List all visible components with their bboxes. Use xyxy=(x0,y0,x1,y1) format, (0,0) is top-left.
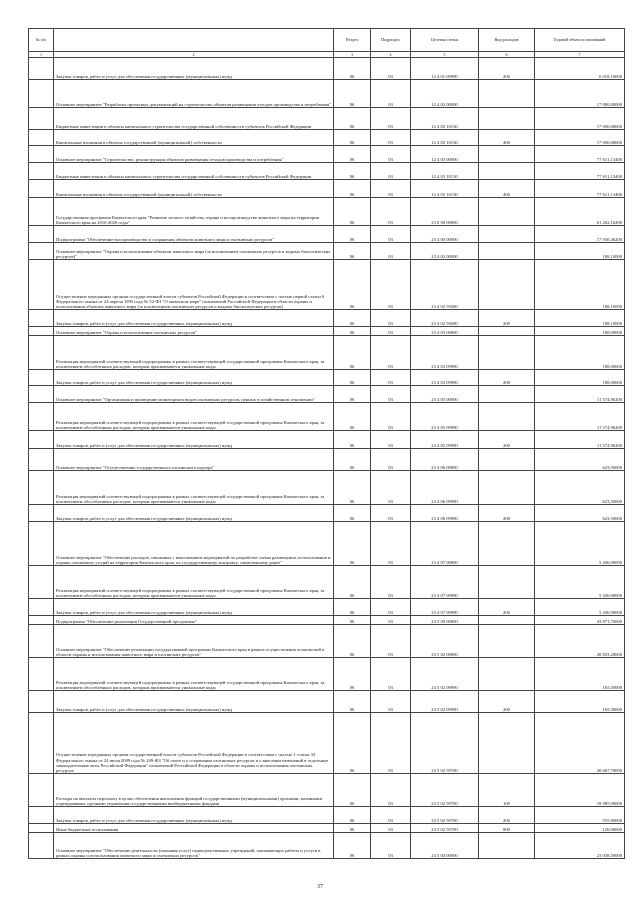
budget-table xyxy=(28,28,625,859)
row-sum-cell: 6 018,10000 xyxy=(535,58,625,80)
row-razdel-cell: 06 xyxy=(334,505,371,522)
row-csr-cell: 23 4 07 09990 xyxy=(411,599,479,616)
table-row xyxy=(29,163,625,180)
row-podrazdel-cell: 03 xyxy=(371,146,411,163)
row-vr-cell xyxy=(479,471,535,505)
row-sum-cell: 17 000,00000 xyxy=(535,80,625,108)
row-name-cell: Закупка товаров, работ и услуг для обеспечения государственных (муниципальных) нужд xyxy=(54,599,334,616)
row-sum-cell: 11 574,96200 xyxy=(535,403,625,431)
row-name-cell: Расходы на выплаты персоналу в целях обеспечения выполнения функций государственными (муниципальными) органами, казенными учреждениями, органами управления государственными внебюджетными фондами xyxy=(54,774,334,807)
row-number-cell xyxy=(29,833,54,859)
row-vr-cell xyxy=(479,403,535,431)
col-number: 6 xyxy=(479,52,535,58)
row-vr-cell: 200 xyxy=(479,599,535,616)
row-podrazdel-cell: 03 xyxy=(371,198,411,226)
row-csr-cell: 23 5 02 59700 xyxy=(411,807,479,824)
row-csr-cell: 23 4 06 09990 xyxy=(411,505,479,522)
row-name-cell: Бюджетные инвестиции в объекты капитального строительства государственной собственности субъектов Российской Федерации xyxy=(54,108,334,130)
row-csr-cell: 23 4 05 00000 xyxy=(411,386,479,403)
row-razdel-cell: 06 xyxy=(334,80,371,108)
row-podrazdel-cell: 03 xyxy=(371,807,411,824)
row-name-cell: Основное мероприятие "Охрана и использование охотничьих ресурсов" xyxy=(54,327,334,336)
row-sum-cell: 17 930,46200 xyxy=(535,226,625,243)
row-name-cell: Бюджетные инвестиции в объекты капитального строительства государственной собственности субъектов Российской Федерации xyxy=(54,163,334,180)
row-number-cell xyxy=(29,108,54,130)
row-vr-cell xyxy=(479,146,535,163)
row-vr-cell xyxy=(479,198,535,226)
row-sum-cell: 77 611,13400 xyxy=(535,180,625,198)
table-row xyxy=(29,431,625,449)
table-row xyxy=(29,130,625,146)
row-name-cell: Закупка товаров, работ и услуг для обеспечения государственных (муниципальных) нужд xyxy=(54,691,334,713)
row-sum-cell: 20 667,70000 xyxy=(535,713,625,774)
header-razdel: Раздел xyxy=(334,29,371,52)
row-name-cell: Подпрограмма "Обеспечение реализации Государственной программы" xyxy=(54,616,334,625)
row-number-cell xyxy=(29,505,54,522)
row-csr-cell: 23 4 06 00000 xyxy=(411,449,479,471)
row-podrazdel-cell: 03 xyxy=(371,625,411,658)
row-vr-cell xyxy=(479,616,535,625)
table-row xyxy=(29,625,625,658)
row-vr-cell: 400 xyxy=(479,130,535,146)
row-razdel-cell: 06 xyxy=(334,130,371,146)
col-number: 4 xyxy=(371,52,411,58)
table-row xyxy=(29,370,625,386)
table-row xyxy=(29,403,625,431)
row-csr-cell: 23 5 04 00000 xyxy=(411,833,479,859)
row-name-cell: Закупка товаров, работ и услуг для обеспечения государственных (муниципальных) нужд xyxy=(54,370,334,386)
row-razdel-cell: 06 xyxy=(334,566,371,599)
row-podrazdel-cell: 03 xyxy=(371,566,411,599)
row-name-cell: Закупка товаров, работ и услуг для обеспечения государственных (муниципальных) нужд xyxy=(54,505,334,522)
row-sum-cell: 188,00000 xyxy=(535,370,625,386)
row-number-cell xyxy=(29,386,54,403)
row-razdel-cell: 06 xyxy=(334,310,371,327)
row-csr-cell: 12 4 03 10130 xyxy=(411,180,479,198)
row-name-cell: Иные бюджетные ассигнования xyxy=(54,824,334,833)
table-row xyxy=(29,327,625,336)
row-sum-cell: 108,10000 xyxy=(535,243,625,260)
row-name-cell: Основное мероприятие "Разработка проектных документаций на строительство объектов размещения отходов производства и потребления" xyxy=(54,80,334,108)
row-sum-cell: 17 000,00000 xyxy=(535,108,625,130)
row-name-cell: Основное мероприятие "Охрана и использование объектов животного мира (за исключением охотничьих ресурсов и водных биологических ресурсов)" xyxy=(54,243,334,260)
row-csr-cell: 23 5 00 00000 xyxy=(411,616,479,625)
row-vr-cell: 400 xyxy=(479,180,535,198)
row-name-cell: Реализация мероприятий соответствующей подпрограммы в рамках соответствующей государственной программы Камчатского края, за исключением обособленных расходов, которым присваиваются уникальные коды xyxy=(54,403,334,431)
row-name-cell: Закупка товаров, работ и услуг для обеспечения государственных (муниципальных) нужд xyxy=(54,431,334,449)
table-row xyxy=(29,833,625,859)
row-sum-cell: 11 574,96200 xyxy=(535,431,625,449)
row-razdel-cell: 06 xyxy=(334,146,371,163)
row-name-cell: Основное мероприятие "Осуществление государственного охотничьего надзора" xyxy=(54,449,334,471)
row-vr-cell xyxy=(479,336,535,370)
row-vr-cell xyxy=(479,80,535,108)
row-podrazdel-cell: 03 xyxy=(371,431,411,449)
row-name-cell: Капитальные вложения в объекты государственной (муниципальной) собственности xyxy=(54,180,334,198)
col-number: 5 xyxy=(411,52,479,58)
row-csr-cell: 23 4 06 09990 xyxy=(411,471,479,505)
row-number-cell xyxy=(29,80,54,108)
row-sum-cell: 555,80000 xyxy=(535,807,625,824)
row-name-cell: Реализация мероприятий соответствующей подпрограммы в рамках соответствующей государственной программы Камчатского края, за исключением обособленных расходов, которым присваиваются уникальные коды xyxy=(54,658,334,691)
header-vr: Вид расходов xyxy=(479,29,535,52)
row-csr-cell: 23 5 02 09990 xyxy=(411,691,479,713)
row-csr-cell: 23 5 02 59700 xyxy=(411,824,479,833)
row-name-cell: Реализация мероприятий соответствующей подпрограммы в рамках соответствующей государственной программы Камчатского края, за исключением обособленных расходов, которым присваиваются уникальные коды xyxy=(54,471,334,505)
row-podrazdel-cell: 03 xyxy=(371,774,411,807)
row-number-cell xyxy=(29,327,54,336)
row-number-cell xyxy=(29,658,54,691)
row-sum-cell: 188,00000 xyxy=(535,327,625,336)
row-csr-cell: 23 4 03 00000 xyxy=(411,327,479,336)
row-podrazdel-cell: 03 xyxy=(371,505,411,522)
row-number-cell xyxy=(29,774,54,807)
row-number-cell xyxy=(29,431,54,449)
row-csr-cell: 23 4 07 09990 xyxy=(411,566,479,599)
row-number-cell xyxy=(29,370,54,386)
table-row xyxy=(29,807,625,824)
row-number-cell xyxy=(29,691,54,713)
header-sum: Годовой объем ассигнований xyxy=(535,29,625,52)
row-podrazdel-cell: 03 xyxy=(371,327,411,336)
row-razdel-cell: 06 xyxy=(334,260,371,310)
row-vr-cell: 200 xyxy=(479,370,535,386)
row-podrazdel-cell: 03 xyxy=(371,713,411,774)
row-number-cell xyxy=(29,336,54,370)
row-podrazdel-cell: 03 xyxy=(371,260,411,310)
row-name-cell: Закупка товаров, работ и услуг для обеспечения государственных (муниципальных) нужд xyxy=(54,58,334,80)
row-csr-cell: 12 4 02 00000 xyxy=(411,80,479,108)
row-csr-cell: 23 4 02 00000 xyxy=(411,243,479,260)
row-razdel-cell: 06 xyxy=(334,386,371,403)
header-name xyxy=(54,29,334,52)
col-number: 7 xyxy=(535,52,625,58)
row-podrazdel-cell: 03 xyxy=(371,226,411,243)
row-csr-cell: 12 4 02 10130 xyxy=(411,130,479,146)
table-header-row xyxy=(29,29,625,52)
row-podrazdel-cell: 03 xyxy=(371,163,411,180)
row-csr-cell: 23 4 05 09990 xyxy=(411,431,479,449)
row-name-cell: Закупка товаров, работ и услуг для обеспечения государственных (муниципальных) нужд xyxy=(54,310,334,327)
row-podrazdel-cell: 03 xyxy=(371,58,411,80)
row-name-cell: Осуществление переданных органам государственной власти субъектов Российской Федерации в соответствии с частью 1 статьи 33 Федерального закона от 24 июля 2009 года № 209-ФЗ "Об охоте и о сохранении охотничьих ресурсов и о внесении изменений в отдельные законодательные акты Российской Федерации" полномочий Российской Федерации в области охраны и использования охотничьих ресурсов xyxy=(54,713,334,774)
row-csr-cell: 23 4 02 59200 xyxy=(411,260,479,310)
row-name-cell: Основное мероприятие "Обеспечение расходов, связанных с выполнением мероприятий по разработке схемы размещения, использования и охраны охотничьих угодий на территории Камчатского края, по государственному контракту, заключенному ранее" xyxy=(54,522,334,566)
row-vr-cell xyxy=(479,386,535,403)
row-razdel-cell: 06 xyxy=(334,625,371,658)
row-sum-cell: 108,10000 xyxy=(535,260,625,310)
row-podrazdel-cell: 03 xyxy=(371,522,411,566)
row-number-cell xyxy=(29,403,54,431)
row-number-cell xyxy=(29,824,54,833)
row-sum-cell: 5 436,90000 xyxy=(535,522,625,566)
row-razdel-cell: 06 xyxy=(334,58,371,80)
row-sum-cell: 5 436,90000 xyxy=(535,599,625,616)
row-vr-cell: 200 xyxy=(479,58,535,80)
table-row xyxy=(29,713,625,774)
row-razdel-cell: 06 xyxy=(334,431,371,449)
row-csr-cell: 12 4 03 00000 xyxy=(411,146,479,163)
row-razdel-cell: 06 xyxy=(334,616,371,625)
row-razdel-cell: 06 xyxy=(334,691,371,713)
table-row xyxy=(29,180,625,198)
row-csr-cell: 12 4 02 10130 xyxy=(411,108,479,130)
table-row xyxy=(29,824,625,833)
row-sum-cell: 108,10000 xyxy=(535,310,625,327)
row-podrazdel-cell: 03 xyxy=(371,130,411,146)
row-number-cell xyxy=(29,226,54,243)
row-podrazdel-cell: 03 xyxy=(371,471,411,505)
row-number-cell xyxy=(29,522,54,566)
row-vr-cell xyxy=(479,108,535,130)
row-razdel-cell: 06 xyxy=(334,774,371,807)
row-name-cell: Государственная программа Камчатского края "Развитие лесного хозяйства, охрана и воспроизводство животного мира на территории Камчатского края на 2016-2020 годы" xyxy=(54,198,334,226)
header-csr: Целевая статья xyxy=(411,29,479,52)
row-name-cell: Подпрограмма "Обеспечение воспроизводства и сохранения объектов животного мира и охотничьих ресурсов" xyxy=(54,226,334,243)
row-podrazdel-cell: 03 xyxy=(371,616,411,625)
row-sum-cell: 11 574,96200 xyxy=(535,386,625,403)
row-sum-cell: 623,50000 xyxy=(535,471,625,505)
row-vr-cell: 200 xyxy=(479,691,535,713)
row-sum-cell: 5 436,90000 xyxy=(535,566,625,599)
row-podrazdel-cell: 03 xyxy=(371,180,411,198)
row-sum-cell: 623,50000 xyxy=(535,505,625,522)
row-podrazdel-cell: 03 xyxy=(371,243,411,260)
row-vr-cell xyxy=(479,260,535,310)
row-podrazdel-cell: 03 xyxy=(371,403,411,431)
table-row xyxy=(29,226,625,243)
col-number: 2 xyxy=(54,52,334,58)
row-vr-cell xyxy=(479,327,535,336)
table-row xyxy=(29,260,625,310)
table-row xyxy=(29,774,625,807)
row-number-cell xyxy=(29,198,54,226)
row-podrazdel-cell: 03 xyxy=(371,658,411,691)
table-row xyxy=(29,566,625,599)
row-vr-cell: 200 xyxy=(479,505,535,522)
row-number-cell xyxy=(29,625,54,658)
row-number-cell xyxy=(29,471,54,505)
row-vr-cell xyxy=(479,243,535,260)
row-csr-cell: 23 0 00 00000 xyxy=(411,198,479,226)
row-number-cell xyxy=(29,146,54,163)
row-csr-cell: 23 4 03 09990 xyxy=(411,336,479,370)
row-csr-cell: 23 4 02 59200 xyxy=(411,310,479,327)
row-name-cell: Осуществление переданных органам государственной власти субъектов Российской Федерации в соответствии с частью первой статьи 6 Федерального закона от 24 апреля 1995 года № 52-ФЗ "О животном мире" полномочий Российской Федерации в области охраны и использования объектов животного мира (за исключением охотничьих ресурсов и водных биологических ресурсов) xyxy=(54,260,334,310)
row-sum-cell: 61 202,16200 xyxy=(535,198,625,226)
row-name-cell: Реализация мероприятий соответствующей подпрограммы в рамках соответствующей государственной программы Камчатского края, за исключением обособленных расходов, которым присваиваются уникальные коды xyxy=(54,336,334,370)
row-number-cell xyxy=(29,449,54,471)
table-row xyxy=(29,505,625,522)
table-row xyxy=(29,616,625,625)
row-vr-cell xyxy=(479,625,535,658)
row-podrazdel-cell: 03 xyxy=(371,833,411,859)
row-csr-cell: 12 4 01 09990 xyxy=(411,58,479,80)
row-number-cell xyxy=(29,243,54,260)
row-sum-cell: 126,00000 xyxy=(535,824,625,833)
row-number-cell xyxy=(29,310,54,327)
row-vr-cell: 200 xyxy=(479,310,535,327)
row-sum-cell: 165,50000 xyxy=(535,658,625,691)
table-row xyxy=(29,522,625,566)
row-name-cell: Основное мероприятие "Строительство, реконструкция объектов размещения отходов производства и потребления" xyxy=(54,146,334,163)
row-razdel-cell: 06 xyxy=(334,449,371,471)
row-number-cell xyxy=(29,180,54,198)
row-number-cell xyxy=(29,130,54,146)
row-name-cell: Капитальные вложения в объекты государственной (муниципальной) собственности xyxy=(54,130,334,146)
row-razdel-cell: 06 xyxy=(334,522,371,566)
table-row xyxy=(29,336,625,370)
row-number-cell xyxy=(29,599,54,616)
row-csr-cell: 23 5 02 59700 xyxy=(411,713,479,774)
row-razdel-cell: 06 xyxy=(334,163,371,180)
row-razdel-cell: 06 xyxy=(334,658,371,691)
row-sum-cell: 19 985,90000 xyxy=(535,774,625,807)
row-csr-cell: 23 4 07 00000 xyxy=(411,522,479,566)
row-number-cell xyxy=(29,260,54,310)
col-number: 3 xyxy=(334,52,371,58)
row-razdel-cell: 06 xyxy=(334,471,371,505)
row-number-cell xyxy=(29,58,54,80)
row-csr-cell: 23 5 02 09990 xyxy=(411,658,479,691)
row-vr-cell: 200 xyxy=(479,431,535,449)
col-number: 1 xyxy=(29,52,54,58)
table-row xyxy=(29,146,625,163)
table-row xyxy=(29,599,625,616)
row-podrazdel-cell: 03 xyxy=(371,80,411,108)
row-vr-cell: 100 xyxy=(479,774,535,807)
row-razdel-cell: 06 xyxy=(334,807,371,824)
table-row xyxy=(29,386,625,403)
row-sum-cell: 23 038,50000 xyxy=(535,833,625,859)
header-num: № п/п xyxy=(29,29,54,52)
row-vr-cell xyxy=(479,566,535,599)
row-number-cell xyxy=(29,163,54,180)
row-csr-cell: 23 5 02 00000 xyxy=(411,625,479,658)
table-row xyxy=(29,243,625,260)
row-razdel-cell: 06 xyxy=(334,180,371,198)
row-sum-cell: 188,00000 xyxy=(535,336,625,370)
row-name-cell: Закупка товаров, работ и услуг для обеспечения государственных (муниципальных) нужд xyxy=(54,807,334,824)
budget-page xyxy=(28,28,624,859)
row-vr-cell: 200 xyxy=(479,807,535,824)
page-number: 37 xyxy=(317,884,323,890)
row-sum-cell: 77 611,13400 xyxy=(535,163,625,180)
row-podrazdel-cell: 03 xyxy=(371,386,411,403)
row-podrazdel-cell: 03 xyxy=(371,336,411,370)
row-name-cell: Основное мероприятие "Организация и проведение мониторинга видов охотничьих ресурсов, ценных в хозяйственном отношении" xyxy=(54,386,334,403)
row-name-cell: Основное мероприятие "Обеспечение деятельности (оказания услуг) подведомственных учреждений, оказывающих работы и услуги в рамках охраны и использования животного мира и охотничьих ресурсов" xyxy=(54,833,334,859)
row-podrazdel-cell: 03 xyxy=(371,599,411,616)
table-row xyxy=(29,658,625,691)
row-vr-cell xyxy=(479,833,535,859)
row-sum-cell: 43 871,70000 xyxy=(535,616,625,625)
row-sum-cell: 77 611,13400 xyxy=(535,146,625,163)
row-razdel-cell: 06 xyxy=(334,243,371,260)
row-vr-cell xyxy=(479,226,535,243)
row-razdel-cell: 06 xyxy=(334,370,371,386)
table-row xyxy=(29,58,625,80)
row-podrazdel-cell: 03 xyxy=(371,824,411,833)
row-csr-cell: 23 5 02 59700 xyxy=(411,774,479,807)
row-razdel-cell: 06 xyxy=(334,833,371,859)
row-razdel-cell: 06 xyxy=(334,403,371,431)
row-podrazdel-cell: 03 xyxy=(371,310,411,327)
table-row xyxy=(29,310,625,327)
table-row xyxy=(29,691,625,713)
row-sum-cell: 165,50000 xyxy=(535,691,625,713)
row-csr-cell: 23 4 03 09990 xyxy=(411,370,479,386)
row-number-cell xyxy=(29,713,54,774)
row-razdel-cell: 06 xyxy=(334,824,371,833)
row-razdel-cell: 06 xyxy=(334,108,371,130)
row-vr-cell xyxy=(479,163,535,180)
row-razdel-cell: 06 xyxy=(334,599,371,616)
row-name-cell: Реализация мероприятий соответствующей подпрограммы в рамках соответствующей государственной программы Камчатского края, за исключением обособленных расходов, которым присваиваются уникальные коды xyxy=(54,566,334,599)
header-podrazdel: Подраздел xyxy=(371,29,411,52)
row-name-cell: Основное мероприятие "Обеспечение реализации государственной программы Камчатского края в рамках осуществления полномочий в области охраны и использования животного мира и охотничьих ресурсов" xyxy=(54,625,334,658)
row-sum-cell: 623,50000 xyxy=(535,449,625,471)
row-sum-cell: 17 000,00000 xyxy=(535,130,625,146)
row-number-cell xyxy=(29,566,54,599)
row-razdel-cell: 06 xyxy=(334,336,371,370)
row-csr-cell: 23 4 00 00000 xyxy=(411,226,479,243)
row-sum-cell: 20 833,20000 xyxy=(535,625,625,658)
row-razdel-cell: 06 xyxy=(334,327,371,336)
table-row xyxy=(29,471,625,505)
row-razdel-cell: 06 xyxy=(334,198,371,226)
row-vr-cell xyxy=(479,658,535,691)
row-csr-cell: 23 4 05 09990 xyxy=(411,403,479,431)
row-number-cell xyxy=(29,807,54,824)
row-number-cell xyxy=(29,616,54,625)
row-razdel-cell: 06 xyxy=(334,226,371,243)
table-row xyxy=(29,449,625,471)
row-vr-cell xyxy=(479,522,535,566)
row-podrazdel-cell: 03 xyxy=(371,108,411,130)
row-podrazdel-cell: 03 xyxy=(371,449,411,471)
table-row xyxy=(29,198,625,226)
row-csr-cell: 12 4 03 10130 xyxy=(411,163,479,180)
row-podrazdel-cell: 03 xyxy=(371,370,411,386)
row-vr-cell: 800 xyxy=(479,824,535,833)
table-row xyxy=(29,80,625,108)
row-podrazdel-cell: 03 xyxy=(371,691,411,713)
row-vr-cell xyxy=(479,449,535,471)
row-vr-cell xyxy=(479,713,535,774)
table-row xyxy=(29,108,625,130)
row-razdel-cell: 06 xyxy=(334,713,371,774)
